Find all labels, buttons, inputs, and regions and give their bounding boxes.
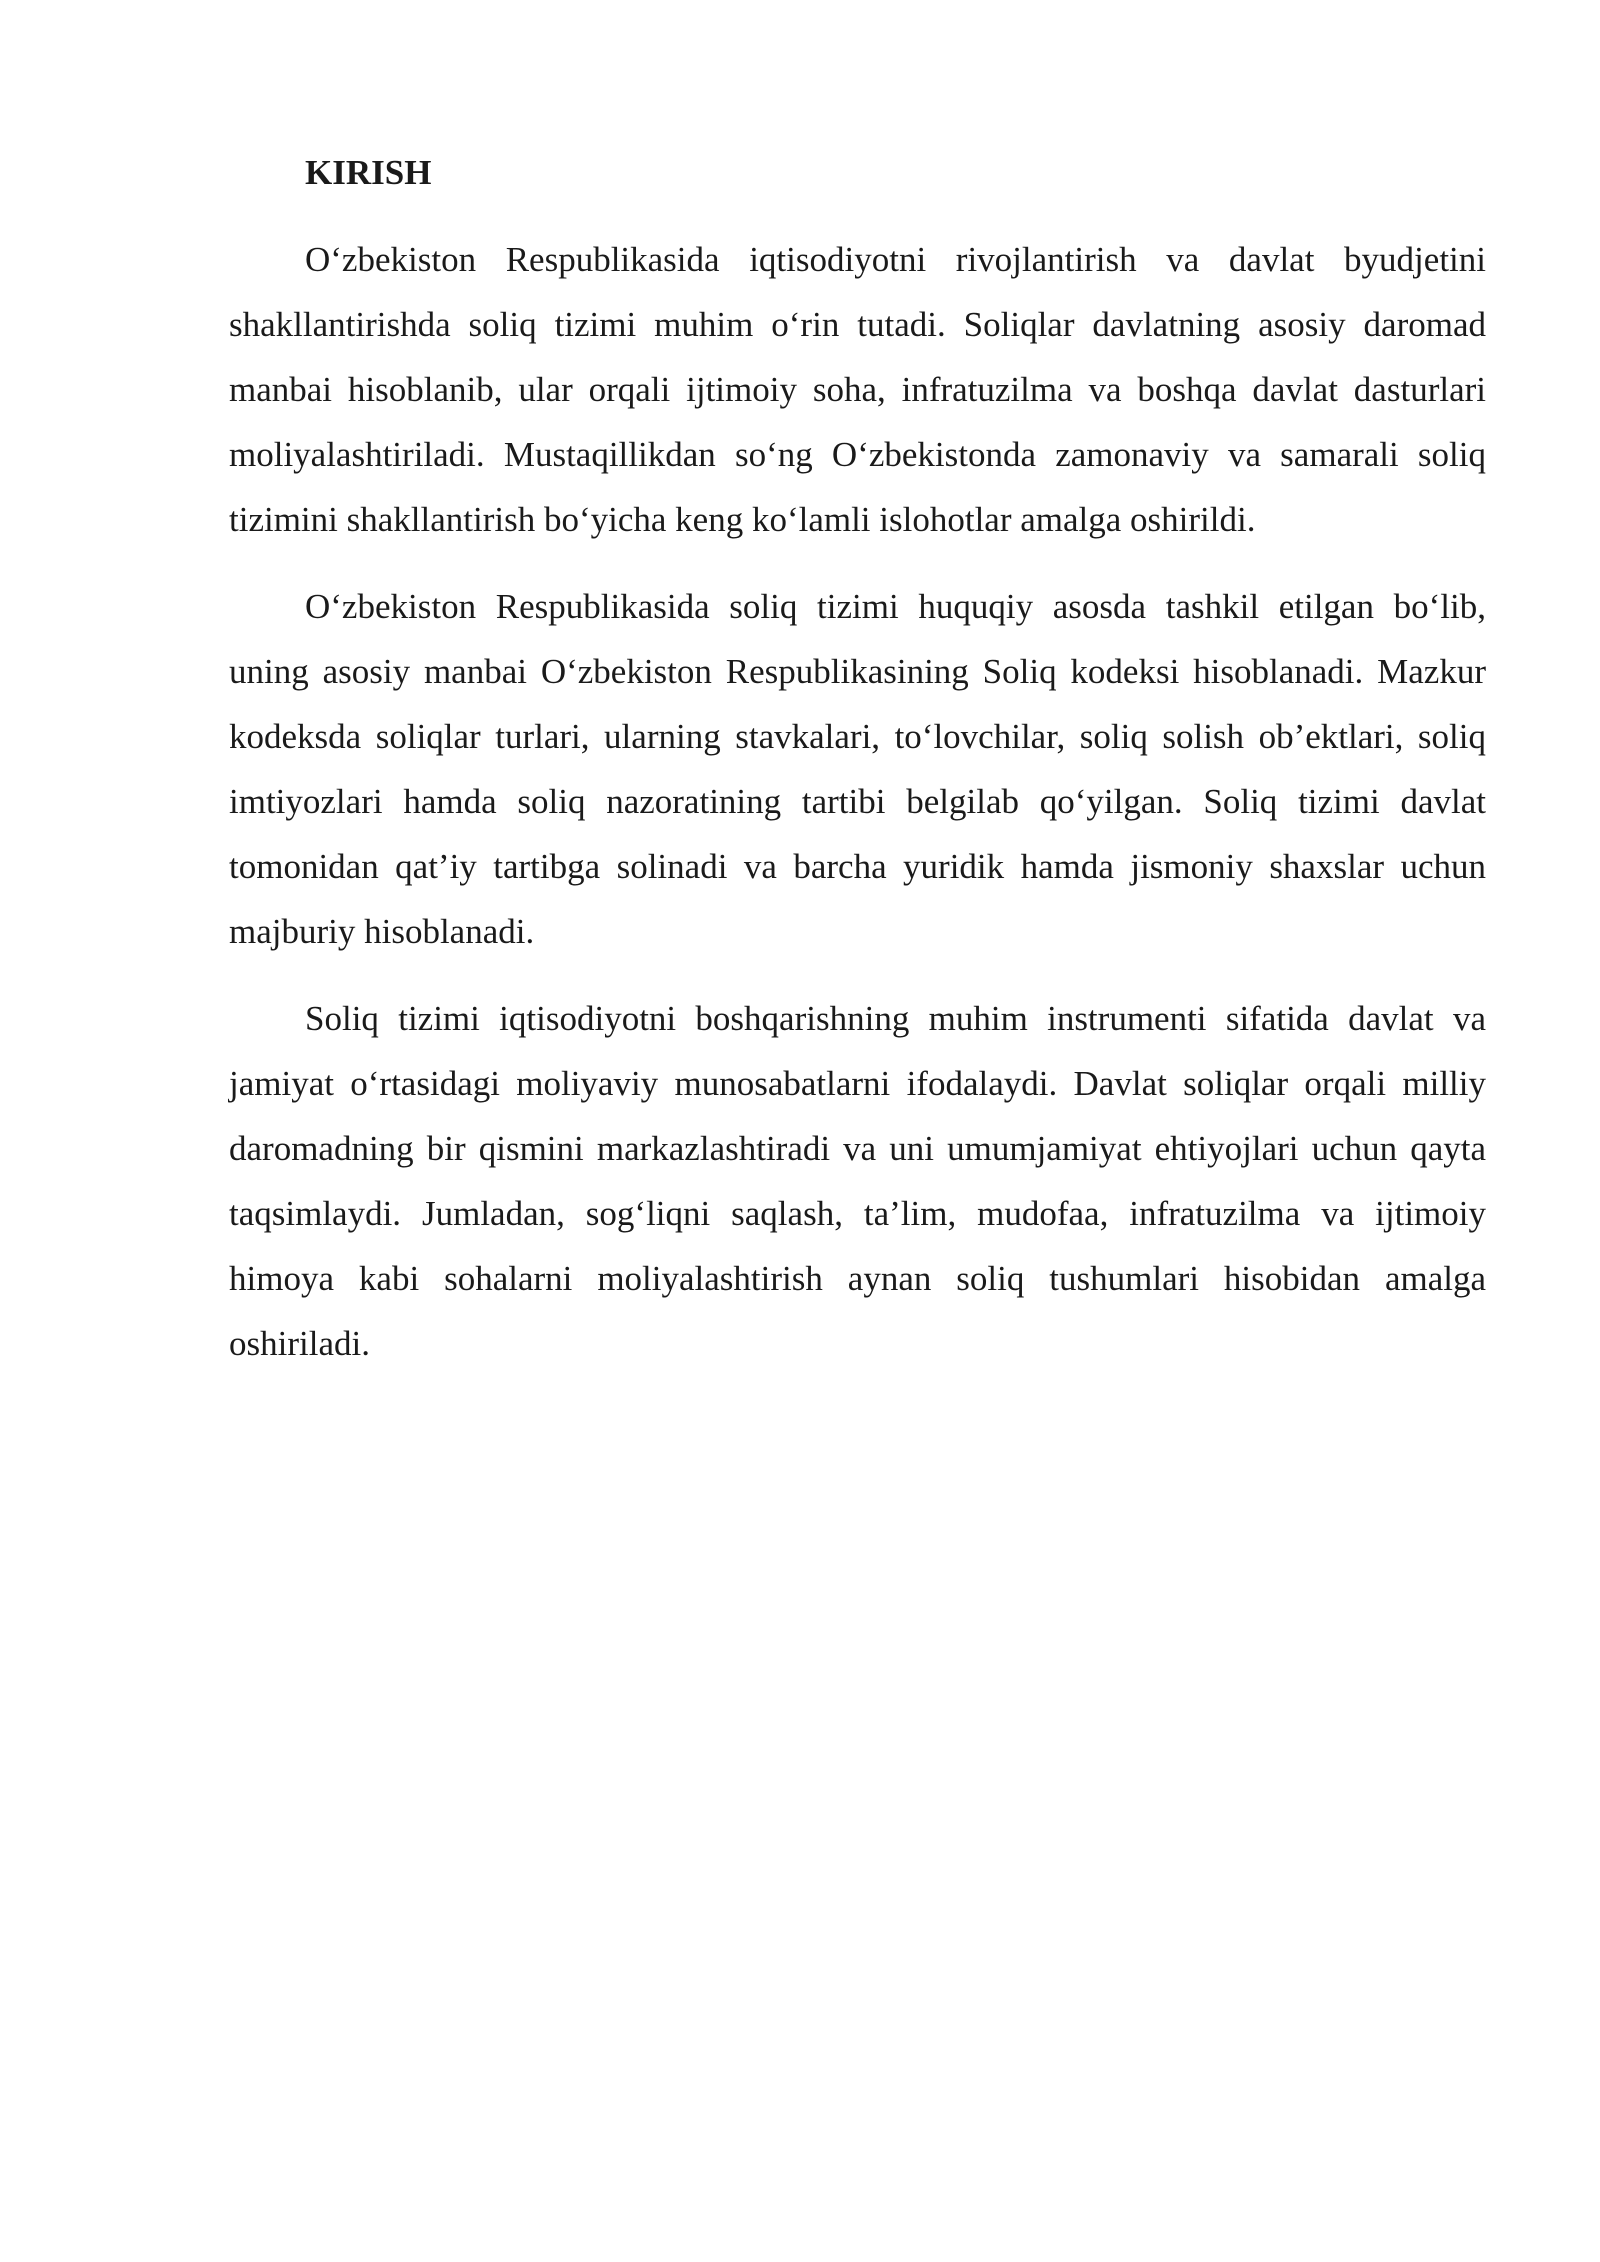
paragraph-3: Soliq tizimi iqtisodiyotni boshqarishning muhim instrumenti sifatida davlat va jamiyat o‘rtasidagi moliyaviy munosabatlarni ifodalaydi. Davlat soliqlar orqali milliy daromadning bir qismini markazlashtiradi va uni umumjamiyat ehtiyojlari uchun qayta taqsimlaydi. Jumladan, sog‘liqni saqlash, ta’lim, mudofaa, infratuzilma va ijtimoiy himoya kabi sohalarni moliyalashtirish aynan soliq tushumlari hisobidan amalga oshiriladi. (229, 999, 1486, 1363)
paragraph-2: O‘zbekiston Respublikasida soliq tizimi huquqiy asosda tashkil etilgan bo‘lib, uning asosiy manbai O‘zbekiston Respublikasining Soliq kodeksi hisoblanadi. Mazkur kodeksda soliqlar turlari, ularning stavkalari, to‘lovchilar, soliq solish ob’ektlari, soliq imtiyozlari hamda soliq nazoratining tartibi belgilab qo‘yilgan. Soliq tizimi davlat tomonidan qat’iy tartibga solinadi va barcha yuridik hamda jismoniy shaxslar uchun majburiy hisoblanadi. (229, 587, 1486, 951)
paragraph-1: O‘zbekiston Respublikasida iqtisodiyotni rivojlantirish va davlat byudjetini shakllantirishda soliq tizimi muhim o‘rin tutadi. Soliqlar davlatning asosiy daromad manbai hisoblanib, ular orqali ijtimoiy soha, infratuzilma va boshqa davlat dasturlari moliyalashtiriladi. Mustaqillikdan so‘ng O‘zbekistonda zamonaviy va samarali soliq tizimini shakllantirish bo‘yicha keng ko‘lamli islohotlar amalga oshirildi. (229, 240, 1486, 539)
section-heading: KIRISH (305, 153, 432, 192)
document-body (229, 140, 1486, 1398)
